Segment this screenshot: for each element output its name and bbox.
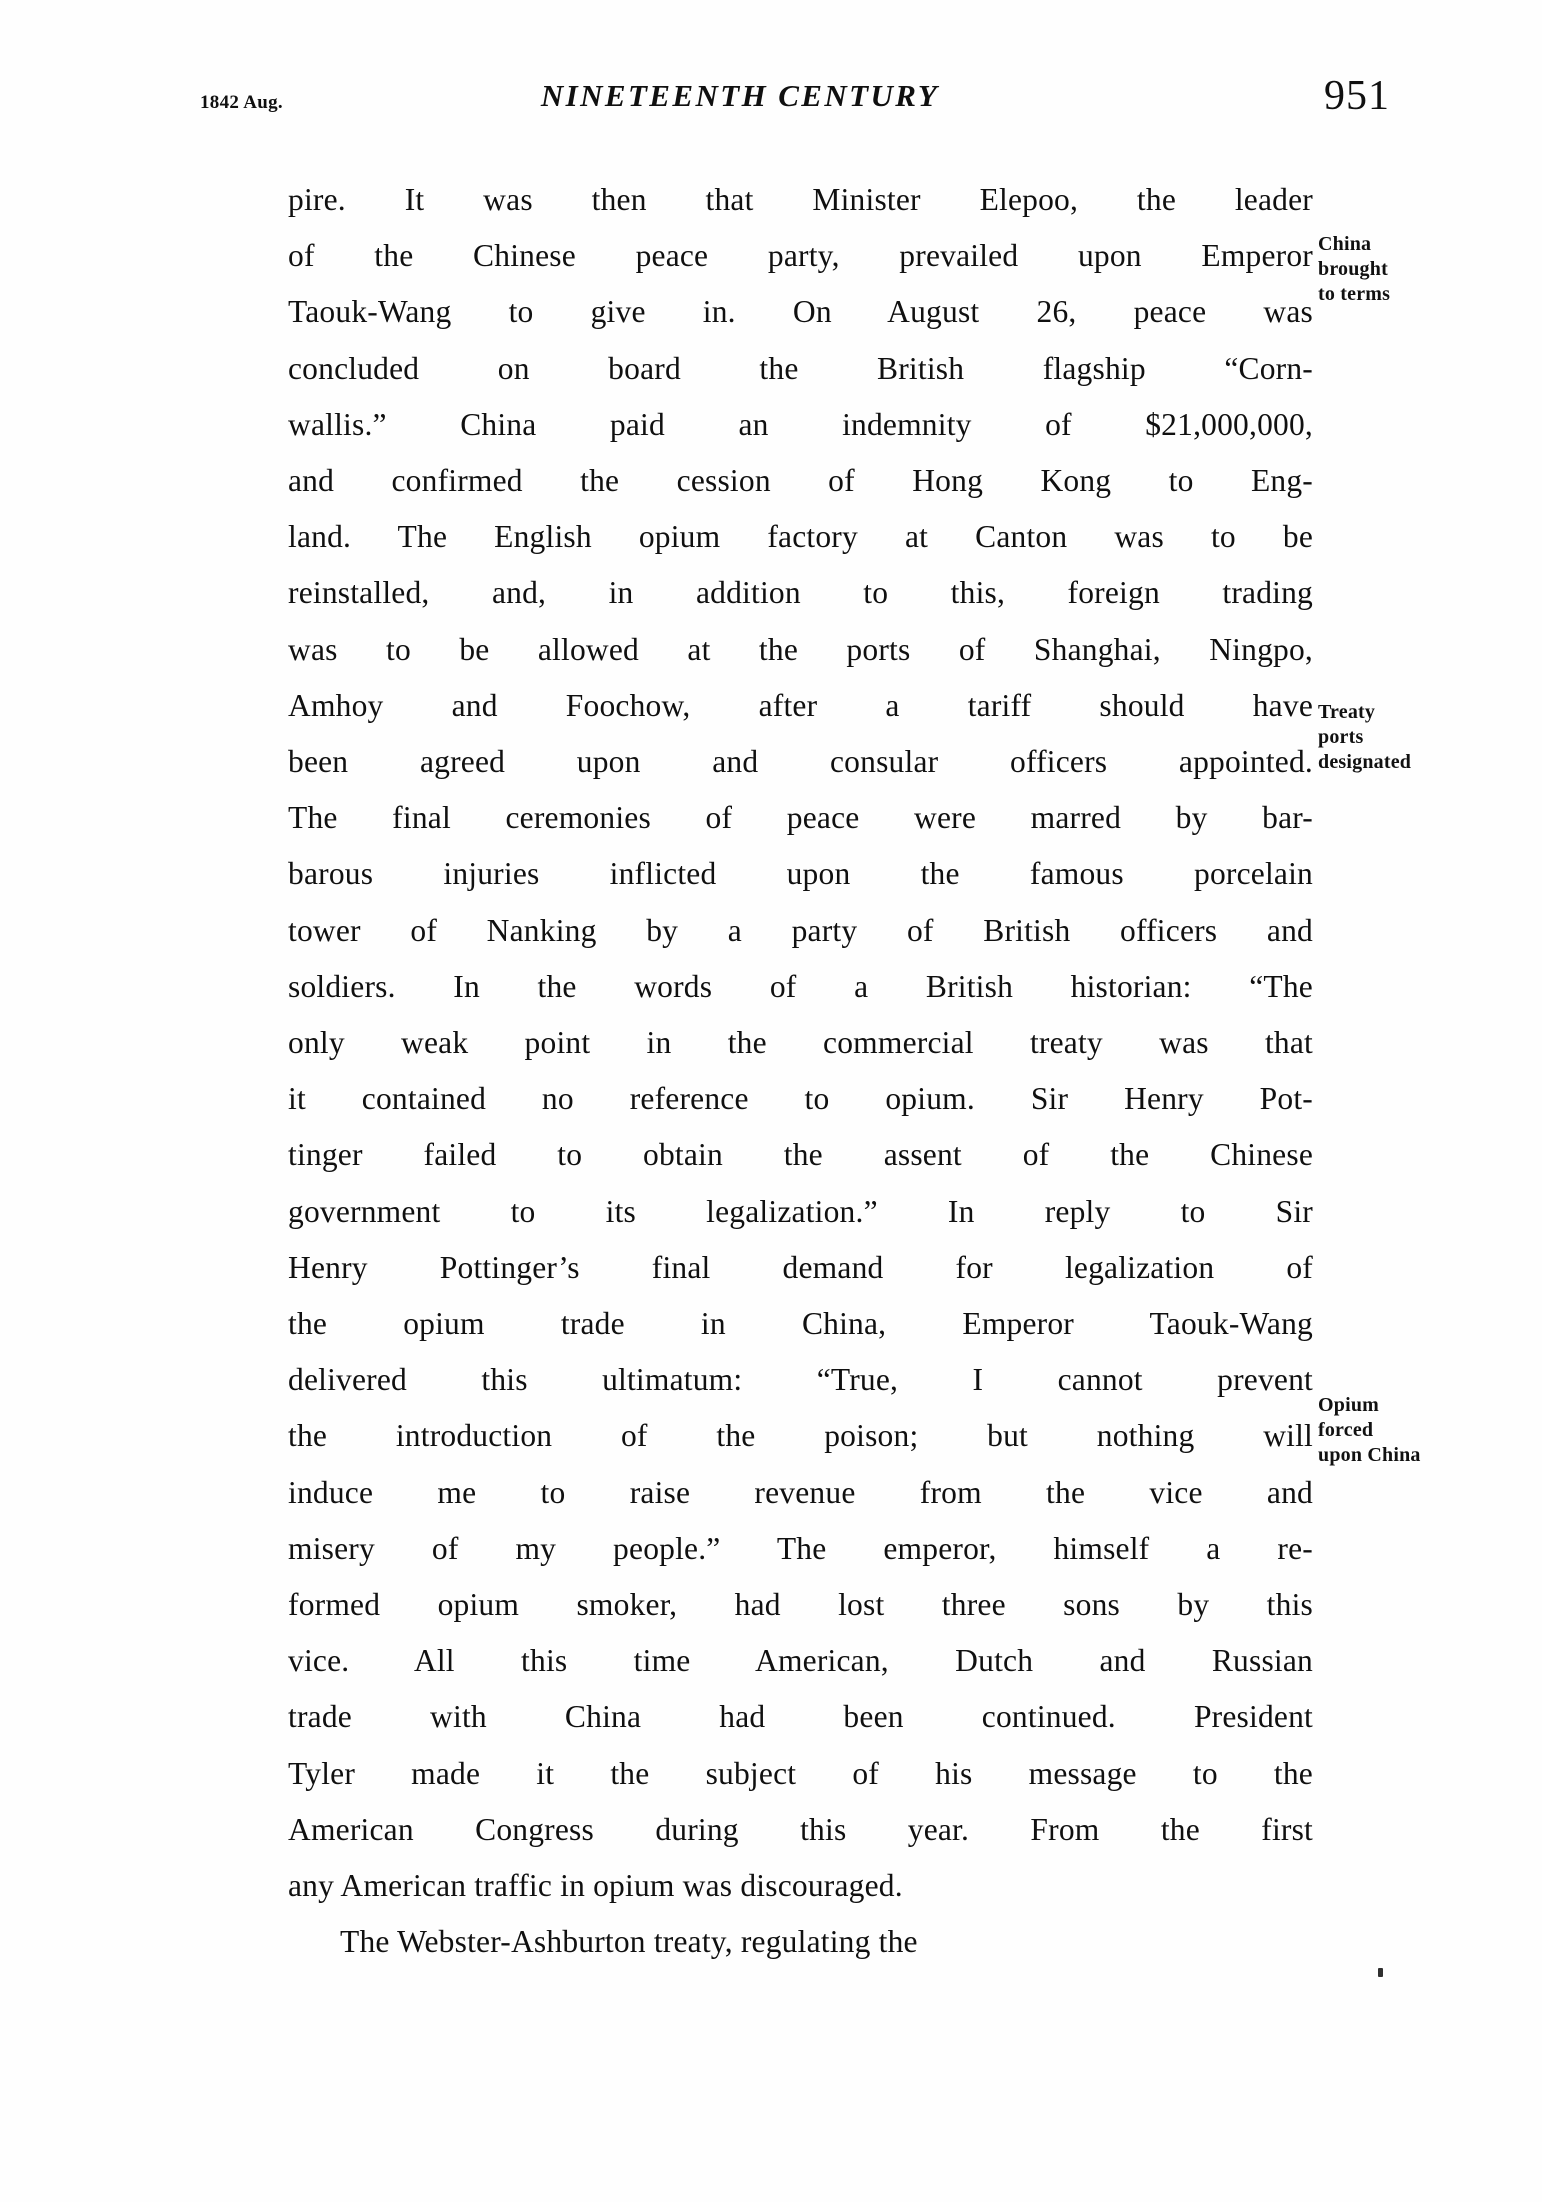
text-line: any American traffic in opium was discouraged. xyxy=(288,1868,903,1904)
text-line: reinstalled, and, in addition to this, foreign trading xyxy=(288,575,1313,611)
text-line: trade with China had been continued. President xyxy=(288,1699,1313,1735)
stray-ink-mark xyxy=(1378,1968,1383,1977)
text-line: government to its legalization.” In reply to Sir xyxy=(288,1193,1313,1229)
sidenote-line: China xyxy=(1318,233,1372,255)
text-line: of the Chinese peace party, prevailed upon Emperor xyxy=(288,238,1313,274)
text-line: the opium trade in China, Emperor Taouk-Wang xyxy=(288,1306,1313,1342)
text-line: it contained no reference to opium. Sir Henry Pot- xyxy=(288,1081,1313,1117)
text-line: the introduction of the poison; but nothing will xyxy=(288,1418,1313,1454)
header-date: 1842 Aug. xyxy=(200,92,283,113)
sidenote-line: upon China xyxy=(1318,1444,1421,1466)
sidenote-china-brought-to-terms xyxy=(1318,232,1508,307)
text-line: barous injuries inflicted upon the famous porcelain xyxy=(288,856,1313,892)
sidenote-treaty-ports-designated xyxy=(1318,700,1508,775)
text-line: induce me to raise revenue from the vice and xyxy=(288,1474,1313,1510)
text-line: American Congress during this year. From the first xyxy=(288,1811,1313,1847)
text-line: The Webster-Ashburton treaty, regulating the xyxy=(340,1924,918,1960)
header-title: NINETEENTH CENTURY xyxy=(540,78,940,113)
text-line: been agreed upon and consular officers appointed. xyxy=(288,744,1313,780)
text-line: delivered this ultimatum: “True, I cannot prevent xyxy=(288,1362,1313,1398)
text-line: wallis.” China paid an indemnity of $21,000,000, xyxy=(288,406,1313,442)
text-line: The final ceremonies of peace were marred by bar- xyxy=(288,800,1313,836)
text-line: soldiers. In the words of a British historian: “The xyxy=(288,968,1313,1004)
text-line: vice. All this time American, Dutch and Russian xyxy=(288,1643,1313,1679)
text-line: misery of my people.” The emperor, himself a re- xyxy=(288,1530,1313,1566)
sidenote-line: designated xyxy=(1318,751,1412,773)
paragraph-1 xyxy=(288,172,1313,1914)
body-column xyxy=(288,172,1313,1971)
text-line: pire. It was then that Minister Elepoo, the leader xyxy=(288,182,1313,217)
text-line: was to be allowed at the ports of Shanghai, Ningpo, xyxy=(288,631,1313,667)
text-line: concluded on board the British flagship “Corn- xyxy=(288,350,1313,386)
paragraph-2 xyxy=(288,1914,1313,1970)
text-line: Amhoy and Foochow, after a tariff should have xyxy=(288,687,1313,723)
text-line: land. The English opium factory at Canton was to be xyxy=(288,519,1313,555)
running-head xyxy=(200,73,1390,119)
text-line: formed opium smoker, had lost three sons by this xyxy=(288,1587,1313,1623)
text-line: tinger failed to obtain the assent of the Chinese xyxy=(288,1137,1313,1173)
text-line: tower of Nanking by a party of British officers and xyxy=(288,912,1313,948)
page-number: 951 xyxy=(1324,73,1390,119)
sidenote-line: Opium xyxy=(1318,1394,1380,1416)
sidenote-line: ports xyxy=(1318,726,1364,748)
sidenote-line: brought xyxy=(1318,258,1388,280)
text-line: Tyler made it the subject of his message to the xyxy=(288,1755,1313,1791)
sidenote-line: forced xyxy=(1318,1419,1374,1441)
text-line: only weak point in the commercial treaty was that xyxy=(288,1025,1313,1061)
sidenote-line: to terms xyxy=(1318,283,1391,305)
text-line: and confirmed the cession of Hong Kong to Eng- xyxy=(288,463,1313,499)
sidenote-line: Treaty xyxy=(1318,701,1376,723)
sidenote-opium-forced-upon-china xyxy=(1318,1393,1508,1468)
text-line: Taouk-Wang to give in. On August 26, peace was xyxy=(288,294,1313,330)
text-line: Henry Pottinger’s final demand for legalization of xyxy=(288,1249,1313,1285)
